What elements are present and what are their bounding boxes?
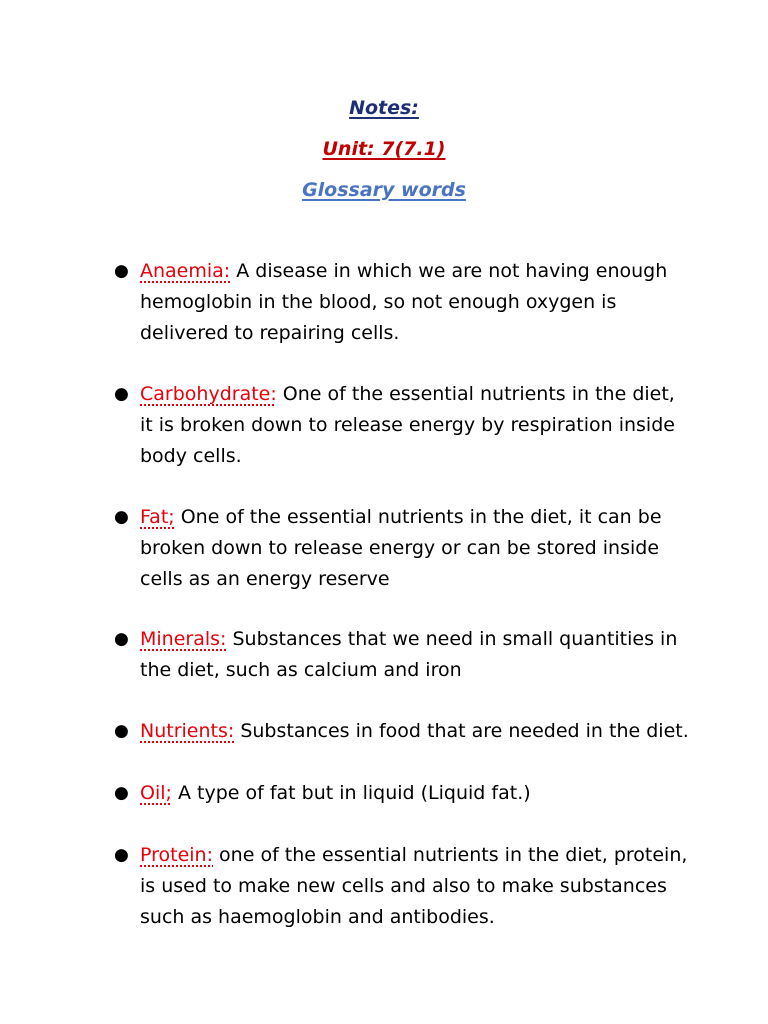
bullet-icon: ● — [114, 845, 129, 865]
glossary-entry-minerals — [114, 624, 690, 686]
definition: One of the essential nutrients in the diet, it can be broken down to release energy or can be stored inside cells as an energy reserve — [140, 506, 662, 590]
definition: Substances that we need in small quantities in the diet, such as calcium and iron — [140, 628, 678, 681]
term: Anaemia: — [140, 260, 231, 282]
glossary-heading: Glossary words — [302, 179, 466, 201]
unit-heading: Unit: 7(7.1) — [322, 138, 446, 160]
glossary-entry-protein — [114, 840, 690, 933]
definition: Substances in food that are needed in the diet. — [234, 720, 689, 742]
term: Carbohydrate: — [140, 383, 277, 405]
term: Minerals: — [140, 628, 227, 650]
term: Fat; — [140, 506, 175, 528]
bullet-icon: ● — [114, 384, 129, 404]
definition: A disease in which we are not having enough hemoglobin in the blood, so not enough oxygen is delivered to repairing cells. — [140, 260, 668, 344]
term: Oil; — [140, 782, 172, 804]
notes-heading: Notes: — [349, 97, 419, 119]
glossary-entry-nutrients — [114, 716, 690, 747]
glossary-entry-fat — [114, 502, 690, 595]
bullet-icon: ● — [114, 721, 129, 741]
bullet-icon: ● — [114, 783, 129, 803]
term: Nutrients: — [140, 720, 235, 742]
term: Protein: — [140, 844, 214, 866]
definition: One of the essential nutrients in the diet, it is broken down to release energy by respiration inside body cells. — [140, 383, 675, 467]
bullet-icon: ● — [114, 261, 129, 281]
glossary-entry-anaemia — [114, 256, 690, 349]
bullet-icon: ● — [114, 507, 129, 527]
definition: one of the essential nutrients in the diet, protein, is used to make new cells and also to make substances such as haemoglobin and antibodies. — [140, 844, 688, 928]
bullet-icon: ● — [114, 629, 129, 649]
glossary-entry-oil — [114, 778, 690, 809]
glossary-entry-carbohydrate — [114, 379, 690, 472]
definition: A type of fat but in liquid (Liquid fat.) — [171, 782, 531, 804]
